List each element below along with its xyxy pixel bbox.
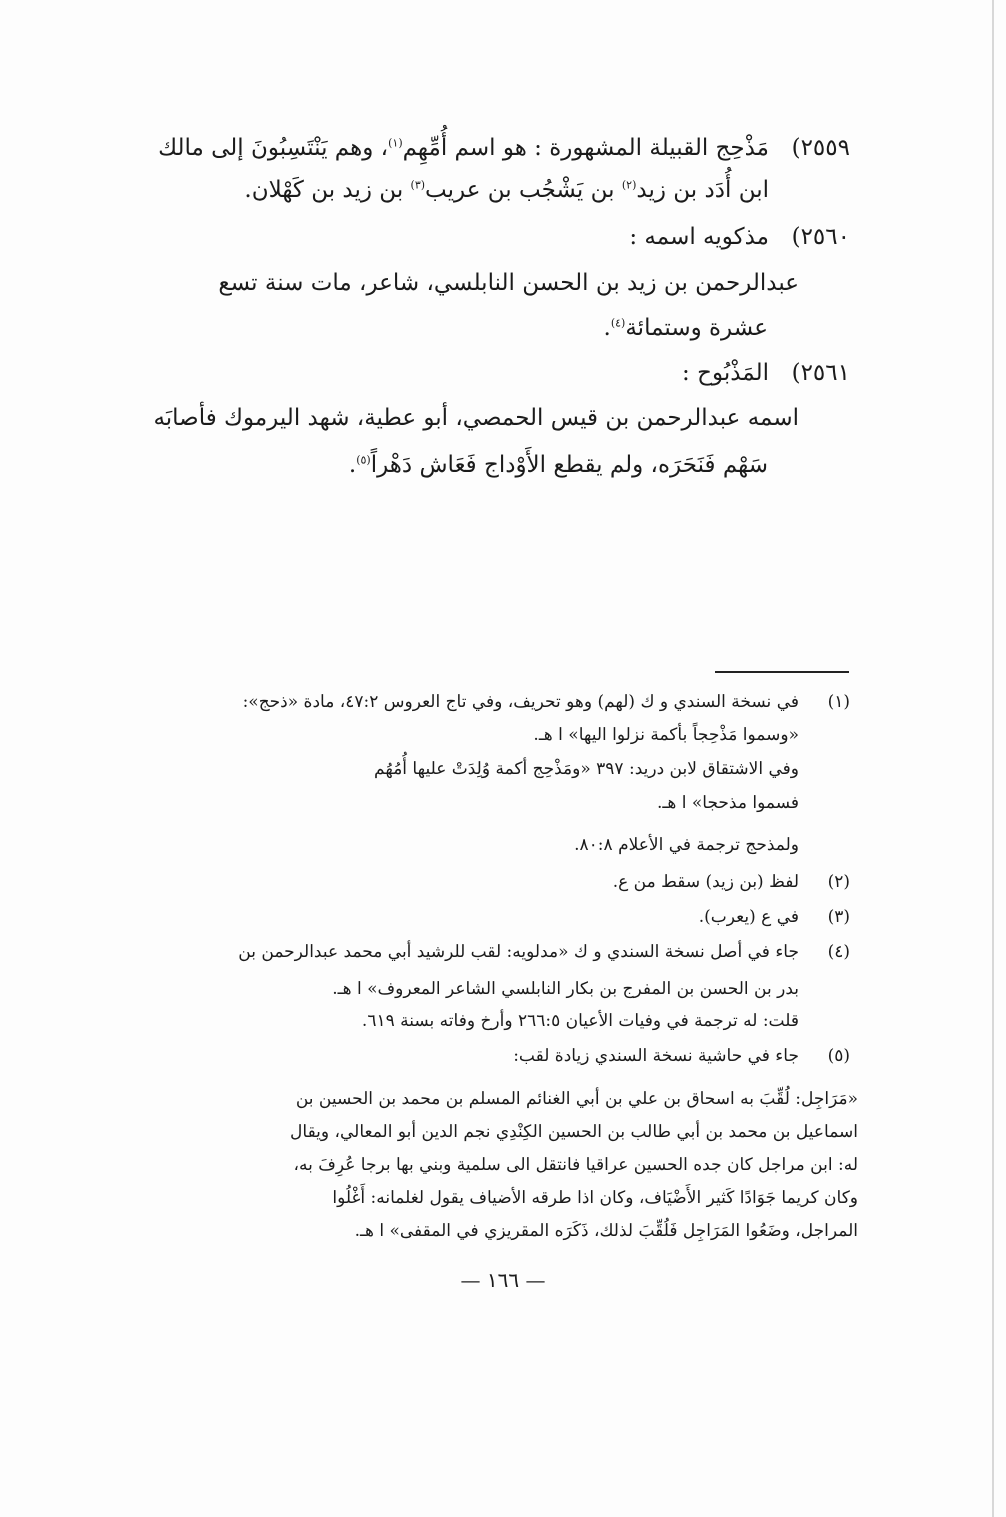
footnote-5-line3: اسماعيل بن محمد بن أبي طالب بن الحسين الكِنْدِي نجم الدين أبو المعالي، ويقال (290, 1122, 858, 1142)
footnote-1-line5: ولمذحج ترجمة في الأعلام ٨٠:٨. (574, 835, 799, 855)
footnote-5-line6: المراجل، وضَعُوا المَرَاجِل فَلُقِّبَ لذلك، ذَكَرَه المقريزي في المقفى» ا هـ. (354, 1221, 858, 1241)
entry-2560-number: ٢٥٦٠) (791, 224, 850, 250)
footnote-5-line4: له: ابن مراجل كان جده الحسين عراقيا فانتقل الى سلمية وبني بها برجا عُرِفَ به، (293, 1155, 858, 1175)
footnote-4-line2: بدر بن الحسن بن المفرج بن بكار النابلسي الشاعر المعروف» ا هـ. (332, 979, 799, 999)
entry-2559-line1: مَذْحِج القبيلة المشهورة : هو اسم أُمِّهِم$^{(١)}$، وهم يَنْتَسِبُونَ إلى مالك (158, 135, 769, 161)
footnote-4-line1: جاء في أصل نسخة السندي و ك «مدلويه: لقب للرشيد أبي محمد عبدالرحمن بن (238, 942, 799, 962)
entry-2559-line2: ابن أُدَد بن زيد$^{(٢)}$ بن يَشْجُب بن عريب$^{(٣)}$ بن زيد بن كَهْلان. (244, 177, 769, 203)
entry-2559-number: ٢٥٥٩) (791, 135, 850, 161)
page-number: — ١٦٦ — (460, 1268, 546, 1292)
entry-2560-head: مذكويه اسمه : (629, 224, 769, 250)
footnote-2-number: (٢) (827, 872, 850, 892)
entry-2561-number: ٢٥٦١) (791, 360, 850, 386)
entry-2560-body-line2: عشرة وستمائة$^{(٤)}$. (603, 315, 768, 341)
footnote-2-text: لفظ (بن زيد) سقط من ع. (612, 872, 799, 892)
footnote-3-number: (٣) (827, 907, 850, 927)
footnote-1-number: (١) (827, 692, 850, 712)
footnote-1-line1: في نسخة السندي و ك (لهم) وهو تحريف، وفي تاج العروس ٤٧:٢، مادة «ذحج»: (242, 692, 799, 712)
footnote-5-line1: جاء في حاشية نسخة السندي زيادة لقب: (513, 1046, 799, 1066)
entry-2561-body-line1: اسمه عبدالرحمن بن قيس الحمصي، أبو عطية، شهد اليرموك فأصابَه (153, 405, 799, 431)
entry-2560-body-line1: عبدالرحمن بن زيد بن الحسن النابلسي، شاعر، مات سنة تسع (218, 270, 799, 296)
entry-2561-head: المَذْبُوح : (682, 360, 769, 386)
footnote-1-line2: «وسموا مَذْحِجاً بأكمة نزلوا اليها» ا هـ. (533, 725, 799, 745)
entry-2561-body-line2: سَهْم فَنَحَرَه، ولم يقطع الأَوْداج فَعَاش دَهْراً$^{(٥)}$. (348, 452, 768, 478)
footnote-5-line5: وكان كريما جَوَادًا كَثير الأَضْيَاف، وكان اذا طرقه الأضياف يقول لغلمانه: أَغْلُوا (332, 1188, 858, 1208)
footnote-5-number: (٥) (827, 1046, 850, 1066)
footnote-4-number: (٤) (827, 942, 850, 962)
footnote-3-text: في ع (يعرب). (698, 907, 799, 927)
footnote-separator (715, 671, 849, 673)
footnote-4-line3: قلت: له ترجمة في وفيات الأعيان ٢٦٦:٥ وأرخ وفاته بسنة ٦١٩. (361, 1011, 799, 1031)
footnote-5-line2: «مَرَاجِل: لُقِّبَ به اسحاق بن علي بن أبي الغنائم المسلم بن محمد بن الحسين بن (295, 1089, 858, 1109)
footnote-1-line3: وفي الاشتقاق لابن دريد: ٣٩٧ «ومَذْحِج أكمة وُلِدَتْ عليها أُمُهُم (374, 759, 799, 779)
footnote-1-line4: فسموا مذحجا» ا هـ. (656, 793, 799, 813)
